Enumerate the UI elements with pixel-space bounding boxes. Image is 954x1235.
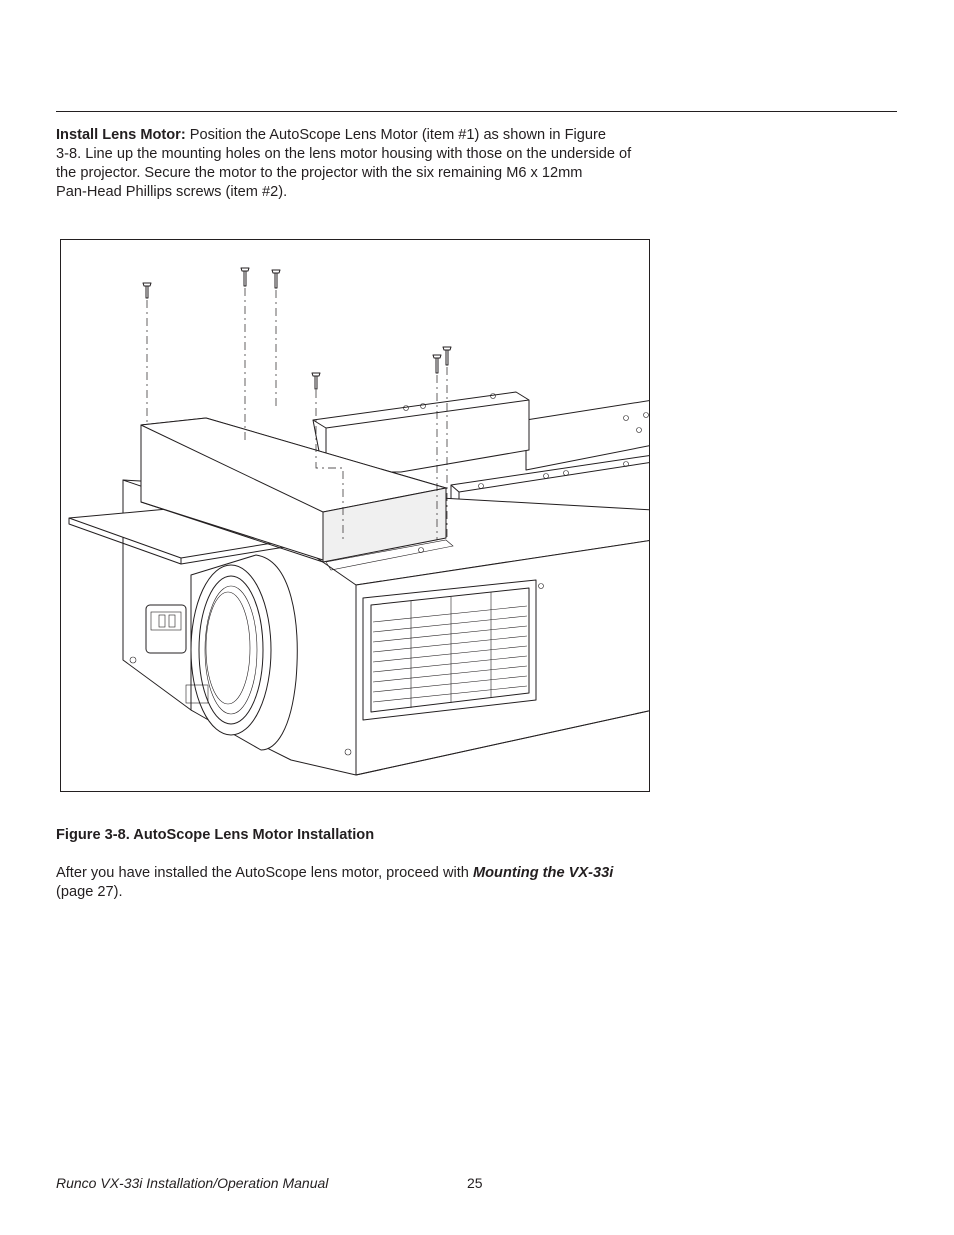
screw-icons <box>143 268 451 389</box>
followup-text: After you have installed the AutoScope lens motor, proceed with <box>56 865 473 881</box>
followup-page-ref: (page 27). <box>56 884 123 900</box>
install-instructions <box>56 126 656 202</box>
mounting-vx33i-link[interactable]: Mounting the VX-33i <box>472 865 614 881</box>
instruction-line-4: Pan-Head Phillips screws (item #2). <box>56 184 288 200</box>
instruction-line-2: 3-8. Line up the mounting holes on the lens motor housing with those on the underside of <box>56 146 632 162</box>
lens-motor-illustration <box>61 240 650 792</box>
followup-paragraph <box>56 864 656 902</box>
install-lens-motor-label: Install Lens Motor: <box>56 127 186 143</box>
footer-manual-title: Runco VX-33i Installation/Operation Manual <box>56 1175 329 1191</box>
lens-motor-figure <box>60 239 650 792</box>
instruction-line-3: the projector. Secure the motor to the projector with the six remaining M6 x 12mm <box>56 165 583 181</box>
followup-line-1 <box>56 864 656 883</box>
instruction-line-1 <box>56 126 656 145</box>
figure-caption: Figure 3-8. AutoScope Lens Motor Installation <box>56 827 375 843</box>
header-rule <box>56 111 897 112</box>
instruction-text-1: Position the AutoScope Lens Motor (item #1) as shown in Figure <box>185 127 606 143</box>
footer-page-number: 25 <box>467 1175 483 1191</box>
